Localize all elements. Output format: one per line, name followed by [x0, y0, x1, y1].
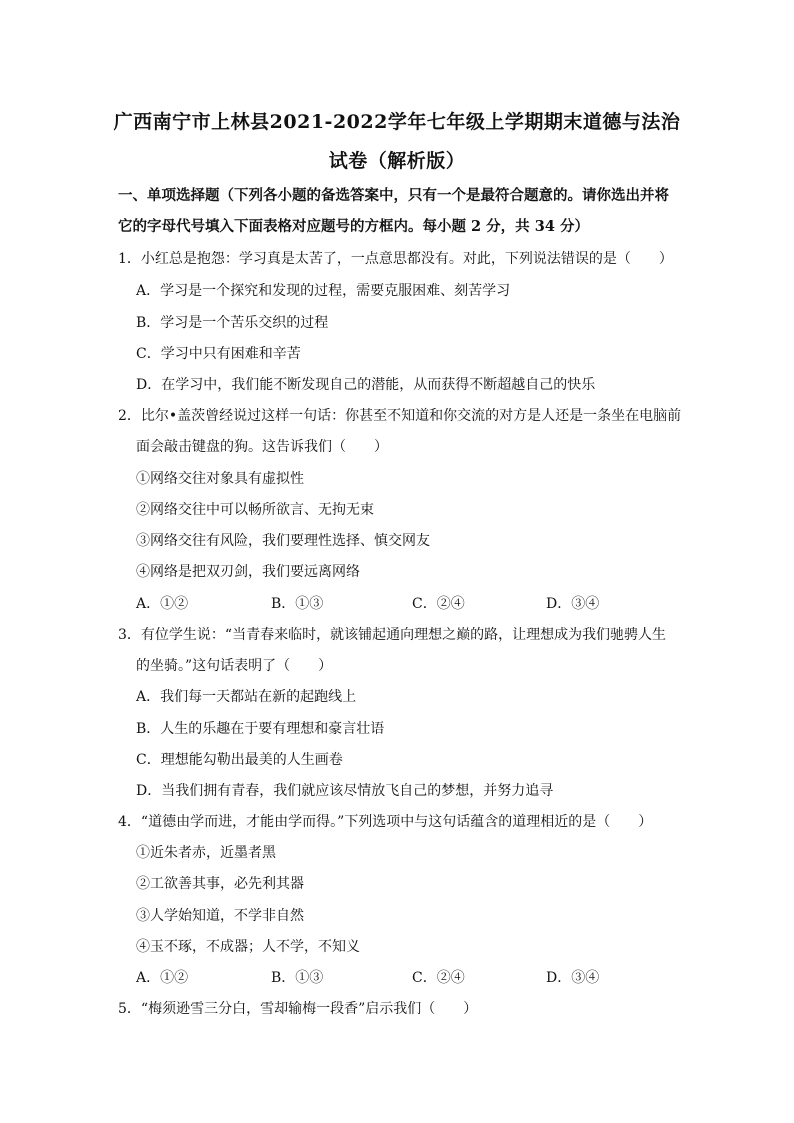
question-1-option-d: D．在学习中，我们能不断发现自己的潜能，从而获得不断超越自己的快乐 — [136, 377, 596, 393]
question-3-option-a: A．我们每一天都站在新的起跑线上 — [136, 689, 357, 705]
question-4-statement-1: ①近朱者赤，近墨者黑 — [136, 845, 276, 861]
question-1-option-b: B．学习是一个苦乐交织的过程 — [136, 315, 329, 331]
question-3-stem-continued: 的坐骑。”这句话表明了（ ） — [136, 658, 333, 674]
question-2-statement-4: ④网络是把双刃剑，我们要远离网络 — [136, 564, 360, 580]
question-2-choices — [136, 593, 696, 613]
question-4-choices — [136, 967, 696, 987]
question-4-choice-b: B．①③ — [271, 970, 324, 986]
question-4-statement-3: ③人学始知道，不学非自然 — [136, 908, 304, 924]
question-2-statement-2: ②网络交往中可以畅所欲言、无拘无束 — [136, 502, 374, 518]
question-2-choice-c: C．②④ — [412, 596, 465, 612]
question-2-choice-d: D．③④ — [546, 596, 600, 612]
question-4-stem: 4．“道德由学而进，才能由学而得。”下列选项中与这句话蕴含的道理相近的是（ ） — [118, 814, 653, 830]
question-4-choice-c: C．②④ — [412, 970, 465, 986]
exam-title-line-1: 广西南宁市上林县2021-2022学年七年级上学期期末道德与法治 — [113, 111, 681, 133]
question-5-stem: 5．“梅须逊雪三分白，雪却输梅一段香”启示我们（ ） — [118, 1001, 478, 1017]
question-2-stem: 2．比尔•盖茨曾经说过这样一句话：你甚至不知道和你交流的对方是人还是一条坐在电脑前 — [118, 408, 682, 424]
question-3-option-d: D．当我们拥有青春，我们就应该尽情放飞自己的梦想，并努力追寻 — [136, 783, 554, 799]
question-2-choice-a: A．①② — [136, 596, 189, 612]
question-2-statement-3: ③网络交往有风险，我们要理性选择、慎交网友 — [136, 533, 430, 549]
exam-title-line-2: 试卷（解析版） — [328, 150, 466, 172]
question-1-option-c: C．学习中只有困难和辛苦 — [136, 346, 301, 362]
question-2-stem-continued: 面会敲击键盘的狗。这告诉我们（ ） — [136, 439, 388, 455]
question-4-statement-2: ②工欲善其事，必先利其器 — [136, 876, 304, 892]
question-4-choice-a: A．①② — [136, 970, 189, 986]
question-2-statement-1: ①网络交往对象具有虚拟性 — [136, 471, 304, 487]
question-3-option-c: C．理想能勾勒出最美的人生画卷 — [136, 752, 343, 768]
question-1-stem: 1．小红总是抱怨：学习真是太苦了，一点意思都没有。对此，下列说法错误的是（ ） — [118, 251, 673, 267]
question-2-choice-b: B．①③ — [271, 596, 324, 612]
question-4-statement-4: ④玉不琢，不成器；人不学，不知义 — [136, 939, 360, 955]
question-3-stem: 3．有位学生说：“当青春来临时，就该铺起通向理想之巅的路，让理想成为我们驰骋人生 — [118, 627, 667, 643]
section-heading: 一、单项选择题（下列各小题的备选答案中，只有一个是最符合题意的。请你选出并将它的字母代号填入下面表格对应题号的方框内。每小题 2 分，共 34 分） — [118, 187, 669, 235]
question-4-choice-d: D．③④ — [546, 970, 600, 986]
question-1-option-a: A．学习是一个探究和发现的过程，需要克服困难、刻苦学习 — [136, 283, 511, 299]
question-3-option-b: B．人生的乐趣在于要有理想和豪言壮语 — [136, 721, 385, 737]
